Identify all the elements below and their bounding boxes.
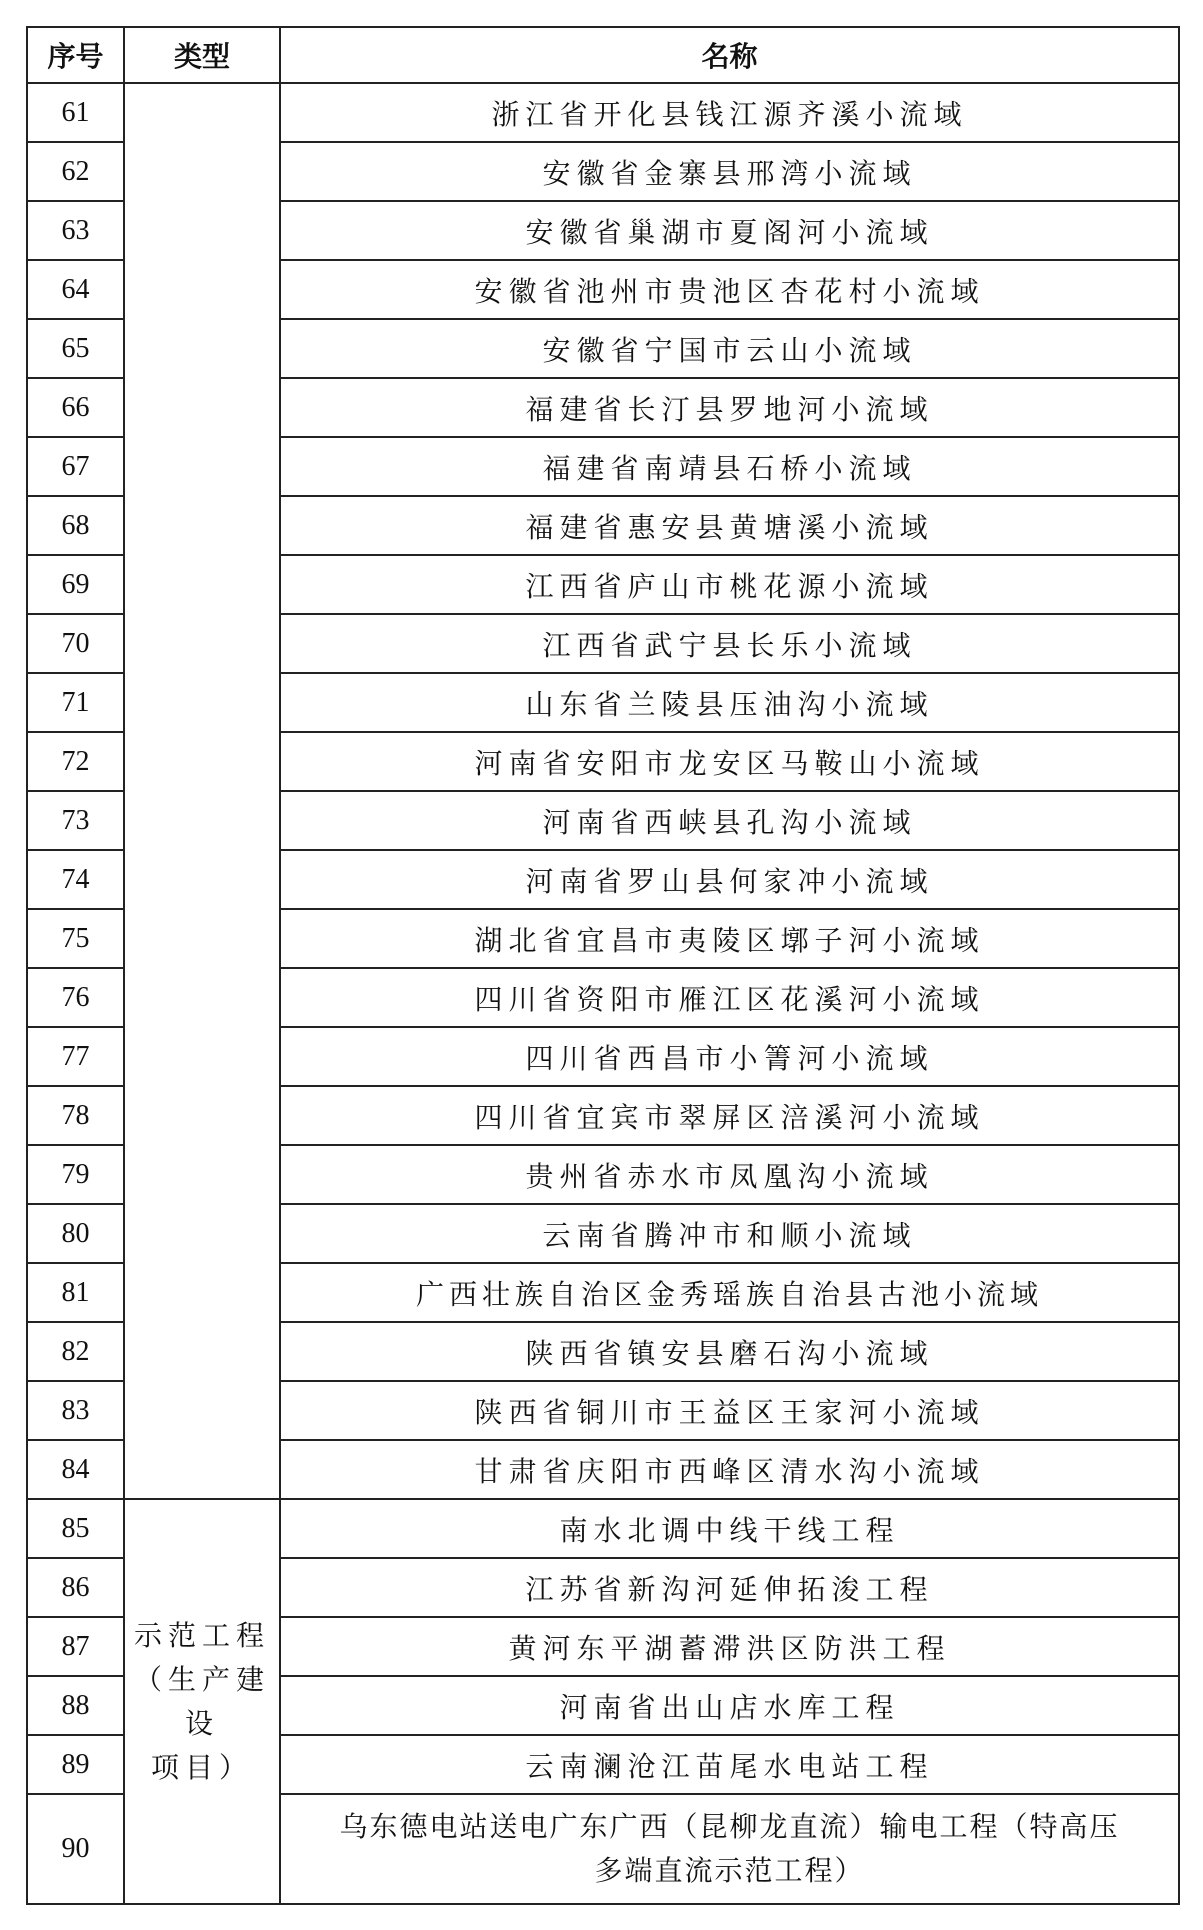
row-name: 陕西省铜川市王益区王家河小流域 xyxy=(280,1381,1179,1440)
row-name: 江西省武宁县长乐小流域 xyxy=(280,614,1179,673)
row-name: 云南省腾冲市和顺小流域 xyxy=(280,1204,1179,1263)
row-number: 73 xyxy=(27,791,124,850)
row-name: 河南省罗山县何家冲小流域 xyxy=(280,850,1179,909)
project-list-table xyxy=(26,26,1180,1905)
row-number: 61 xyxy=(27,83,124,142)
row-name: 湖北省宜昌市夷陵区墎子河小流域 xyxy=(280,909,1179,968)
row-number: 72 xyxy=(27,732,124,791)
row-number: 69 xyxy=(27,555,124,614)
row-name: 四川省西昌市小箐河小流域 xyxy=(280,1027,1179,1086)
row-name: 河南省安阳市龙安区马鞍山小流域 xyxy=(280,732,1179,791)
row-number: 80 xyxy=(27,1204,124,1263)
row-number: 89 xyxy=(27,1735,124,1794)
row-name: 福建省长汀县罗地河小流域 xyxy=(280,378,1179,437)
row-number: 76 xyxy=(27,968,124,1027)
row-number: 71 xyxy=(27,673,124,732)
type-label-line3: 项目） xyxy=(150,1750,253,1784)
row-name-line1: 乌东德电站送电广东广西（昆柳龙直流）输电工程（特高压 xyxy=(339,1810,1120,1843)
header-serial-number: 序号 xyxy=(27,27,124,83)
type-label-line1: 示范工程 xyxy=(133,1618,270,1652)
header-name: 名称 xyxy=(280,27,1179,83)
table-header-row xyxy=(27,27,1179,83)
row-number: 67 xyxy=(27,437,124,496)
row-number: 88 xyxy=(27,1676,124,1735)
row-name: 陕西省镇安县磨石沟小流域 xyxy=(280,1322,1179,1381)
row-name: 四川省宜宾市翠屏区涪溪河小流域 xyxy=(280,1086,1179,1145)
row-name xyxy=(280,1794,1179,1904)
row-name: 广西壮族自治区金秀瑶族自治县古池小流域 xyxy=(280,1263,1179,1322)
type-cell-demonstration-project xyxy=(124,1499,280,1904)
row-name: 山东省兰陵县压油沟小流域 xyxy=(280,673,1179,732)
row-name: 安徽省池州市贵池区杏花村小流域 xyxy=(280,260,1179,319)
row-name: 黄河东平湖蓄滞洪区防洪工程 xyxy=(280,1617,1179,1676)
header-type: 类型 xyxy=(124,27,280,83)
type-label-line2: （生产建设 xyxy=(133,1662,270,1740)
row-number: 82 xyxy=(27,1322,124,1381)
row-number: 62 xyxy=(27,142,124,201)
row-number: 84 xyxy=(27,1440,124,1499)
row-number: 66 xyxy=(27,378,124,437)
row-name: 四川省资阳市雁江区花溪河小流域 xyxy=(280,968,1179,1027)
row-name: 安徽省宁国市云山小流域 xyxy=(280,319,1179,378)
row-number: 87 xyxy=(27,1617,124,1676)
row-name: 安徽省巢湖市夏阁河小流域 xyxy=(280,201,1179,260)
row-number: 79 xyxy=(27,1145,124,1204)
row-name-line2: 多端直流示范工程） xyxy=(594,1854,865,1887)
row-number: 63 xyxy=(27,201,124,260)
row-number: 75 xyxy=(27,909,124,968)
row-number: 83 xyxy=(27,1381,124,1440)
row-number: 90 xyxy=(27,1794,124,1904)
row-name: 云南澜沧江苗尾水电站工程 xyxy=(280,1735,1179,1794)
row-number: 74 xyxy=(27,850,124,909)
row-number: 86 xyxy=(27,1558,124,1617)
row-name: 甘肃省庆阳市西峰区清水沟小流域 xyxy=(280,1440,1179,1499)
row-name: 南水北调中线干线工程 xyxy=(280,1499,1179,1558)
row-number: 81 xyxy=(27,1263,124,1322)
row-name: 江西省庐山市桃花源小流域 xyxy=(280,555,1179,614)
row-number: 78 xyxy=(27,1086,124,1145)
row-number: 64 xyxy=(27,260,124,319)
table-row xyxy=(27,83,1179,142)
row-name: 安徽省金寨县邢湾小流域 xyxy=(280,142,1179,201)
row-name: 贵州省赤水市凤凰沟小流域 xyxy=(280,1145,1179,1204)
row-name: 河南省西峡县孔沟小流域 xyxy=(280,791,1179,850)
row-number: 77 xyxy=(27,1027,124,1086)
row-number: 85 xyxy=(27,1499,124,1558)
row-number: 70 xyxy=(27,614,124,673)
row-number: 68 xyxy=(27,496,124,555)
row-name: 江苏省新沟河延伸拓浚工程 xyxy=(280,1558,1179,1617)
table-row xyxy=(27,1499,1179,1558)
row-name: 福建省惠安县黄塘溪小流域 xyxy=(280,496,1179,555)
row-name: 浙江省开化县钱江源齐溪小流域 xyxy=(280,83,1179,142)
row-name: 福建省南靖县石桥小流域 xyxy=(280,437,1179,496)
row-name: 河南省出山店水库工程 xyxy=(280,1676,1179,1735)
type-cell-watershed xyxy=(124,83,280,1499)
row-number: 65 xyxy=(27,319,124,378)
